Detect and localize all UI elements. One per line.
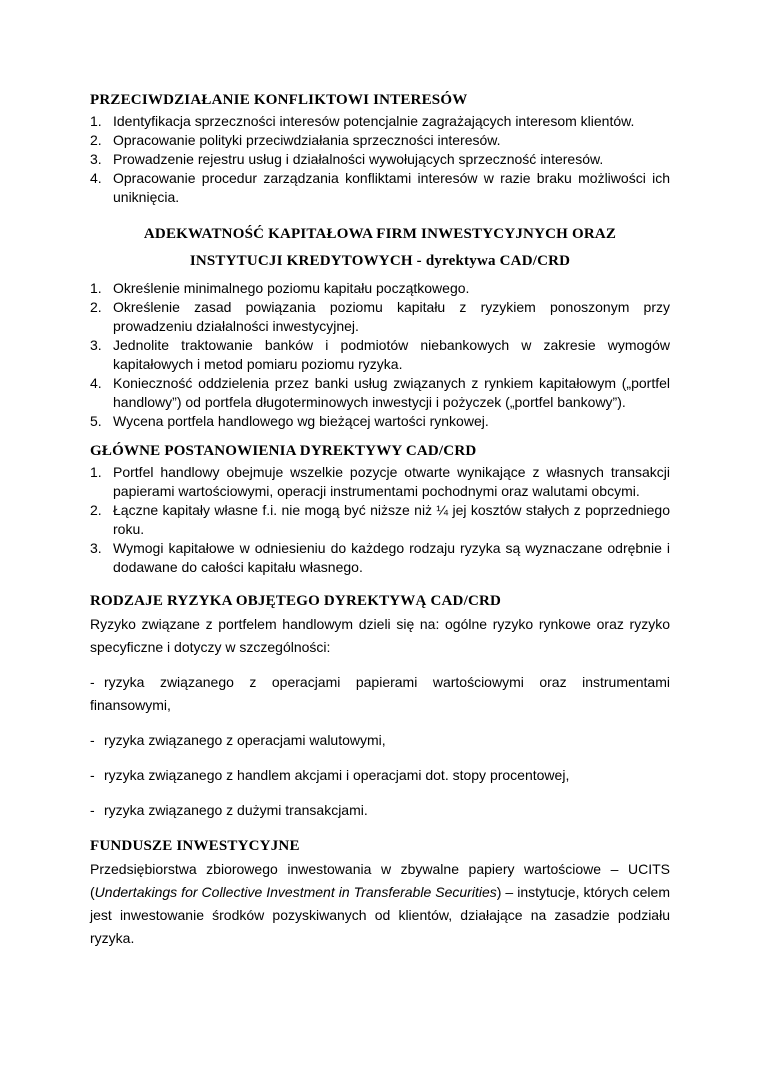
heading-line: INSTYTUCJI KREDYTOWYCH - dyrektywa CAD/CRD: [189, 253, 571, 269]
section-heading-investment-funds: FUNDUSZE INWESTYCYJNE: [90, 838, 300, 854]
risk-item: - ryzyka związanego z dużymi transakcjami.: [90, 802, 368, 818]
conflict-of-interest-list: [90, 112, 670, 207]
section-heading-capital-adequacy: [90, 221, 670, 275]
list-item: 1. Określenie minimalnego poziomu kapitału początkowego.: [90, 280, 470, 296]
list-item: 2. Opracowanie polityki przeciwdziałania sprzeczności interesów.: [90, 132, 501, 148]
list-item: 3. Wymogi kapitałowe w odniesieniu do każdego rodzaju ryzyka są wyznaczane odrębnie i dodawane do całości kapitału własnego.: [90, 540, 670, 575]
document-page: [90, 90, 670, 950]
list-item: 2. Łączne kapitały własne f.i. nie mogą być niższe niż ¼ jej kosztów stałych z poprzedniego roku.: [90, 502, 670, 537]
ucits-full-name: Undertakings for Collective Investment in Transferable Securities: [94, 884, 497, 900]
investment-funds-paragraph: Przedsiębiorstwa zbiorowego inwestowania w zbywalne papiery wartościowe – UCITS (Undertakings for Collective Investment in Transferable Securities) – instytucje, których celem jest inwestowanie środków pozyskiwanych od klientów, działające na zasadzie podziału ryzyka.: [90, 861, 670, 946]
risk-item: - ryzyka związanego z handlem akcjami i operacjami dot. stopy procentowej,: [90, 767, 570, 783]
section-heading-main-provisions: GŁÓWNE POSTANOWIENIA DYREKTYWY CAD/CRD: [90, 443, 477, 459]
list-item: 2. Określenie zasad powiązania poziomu kapitału z ryzykiem ponoszonym przy prowadzeniu działalności inwestycyjnej.: [90, 299, 670, 334]
section-heading-conflict-of-interest: PRZECIWDZIAŁANIE KONFLIKTOWI INTERESÓW: [90, 92, 468, 108]
list-item: 3. Prowadzenie rejestru usług i działalności wywołujących sprzeczność interesów.: [90, 151, 604, 167]
main-provisions-list: [90, 463, 670, 577]
risk-item: - ryzyka związanego z operacjami papierami wartościowymi oraz instrumentami finansowymi,: [90, 674, 670, 713]
list-item: 4. Konieczność oddzielenia przez banki usług związanych z rynkiem kapitałowym („portfel handlowy”) od portfela długoterminowych inwestycji i pożyczek („portfel bankowy”).: [90, 375, 670, 410]
capital-adequacy-list: [90, 279, 670, 431]
risk-item: - ryzyka związanego z operacjami walutowymi,: [90, 732, 386, 748]
list-item: 3. Jednolite traktowanie banków i podmiotów niebankowych w zakresie wymogów kapitałowych i metod pomiaru poziomu ryzyka.: [90, 337, 670, 372]
list-item: 4. Opracowanie procedur zarządzania konfliktami interesów w razie braku możliwości ich uniknięcia.: [90, 170, 670, 205]
section-heading-risk-types: RODZAJE RYZYKA OBJĘTEGO DYREKTYWĄ CAD/CRD: [90, 593, 502, 609]
list-item: 5. Wycena portfela handlowego wg bieżącej wartości rynkowej.: [90, 413, 489, 429]
heading-line: ADEKWATNOŚĆ KAPITAŁOWA FIRM INWESTYCYJNYCH ORAZ: [143, 226, 617, 242]
list-item: 1. Identyfikacja sprzeczności interesów potencjalnie zagrażających interesom klientów.: [90, 113, 635, 129]
list-item: 1. Portfel handlowy obejmuje wszelkie pozycje otwarte wynikające z własnych transakcji papierami wartościowymi, operacji instrumentami pochodnymi oraz walutami obcymi.: [90, 464, 670, 499]
risk-types-intro: Ryzyko związane z portfelem handlowym dzieli się na: ogólne ryzyko rynkowe oraz ryzyko specyficzne i dotyczy w szczególności:: [90, 616, 670, 655]
